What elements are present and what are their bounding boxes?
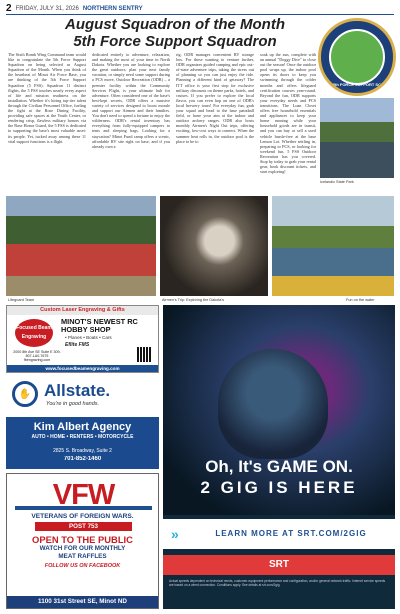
srt-fine-print: Actual speeds dependent on technical needs, customer-equipment performance and configuration, and/or general network traffic. Internet service speeds are based on a wired connection. Conditions apply. See details at srt.com/2gig. xyxy=(169,579,386,587)
allstate-phone[interactable]: 701-852-1460 xyxy=(63,456,102,462)
caption-water: Fun on the water xyxy=(346,298,375,302)
engraving-headline: MINOT'S NEWEST RC HOBBY SHOP xyxy=(61,317,138,334)
squadron-logo xyxy=(318,18,396,96)
vfw-logo: VFW xyxy=(15,480,152,510)
allstate-agent: Kim Albert Agency xyxy=(33,421,132,433)
ad-vfw[interactable] xyxy=(6,473,159,609)
vfw-open: OPEN TO THE PUBLIC xyxy=(32,534,133,545)
vfw-watch-1: WATCH FOR OUR MONTHLY xyxy=(39,545,126,552)
srt-headset-figure xyxy=(218,349,328,459)
allstate-brand: Allstate. xyxy=(44,381,111,400)
allstate-lines: AUTO • HOME • RENTERS • MOTORCYCLE xyxy=(31,434,134,440)
engraving-url[interactable]: www.focusedbeamengraving.com xyxy=(7,365,158,372)
caption-park: Icelandic State Park xyxy=(320,180,354,184)
srt-brand: SRT xyxy=(163,555,395,575)
photo-airmen-trip xyxy=(160,196,268,296)
logo-text: 5th FORCE SUPPORT SQ xyxy=(332,82,382,87)
page-date: FRIDAY, JULY 31, 2026 xyxy=(15,5,79,12)
ad-allstate[interactable] xyxy=(6,377,159,469)
srt-cta[interactable]: LEARN MORE AT SRT.COM/2GIG xyxy=(163,519,395,549)
caption-trip: Airmen's Trip: Exploring the Dakota's xyxy=(162,298,225,302)
vfw-watch-2: MEAT RAFFLES xyxy=(58,553,107,560)
ad-engraving[interactable] xyxy=(6,305,159,373)
page-number: 2 xyxy=(6,3,12,14)
chevron-right-icon: » xyxy=(171,526,179,542)
vfw-post: POST 753 xyxy=(35,522,132,531)
srt-line-2: 2 GIG IS HERE xyxy=(200,478,358,497)
article-column-4: soak up the sun, complete with an annual "Doggy Dive" to close out the season! Once the outdoor pool wraps up, the indoor pool opens its doors to keep you swimming through the colder months and offers lifeguard certification courses year-round. Beyond the fun, ODR supports your everyday needs and PCS transitions. The Loan Closet offers free household essentials and appliances to keep your home running while your household goods are in transit, and you can buy or sell a used vehicle hassle-free at the base Lemon Lot. Whether settling in, preparing to PCS, or looking for weekend fun, 5 FSS Outdoor Recreation has you covered. Stop by today to grab your rental gear, book discount tickets, and start exploring! xyxy=(260,52,316,175)
engraving-logo: Focused Beam Engraving xyxy=(15,319,53,347)
vfw-address: 1100 31st Street SE, Minot ND xyxy=(7,596,158,608)
article-column-3: rig, ODR manages convenient RV storage lots. For those wanting to venture further, ODR organizes guided camping and epic out-of-state adventure trips, taking the stress out of planning so you can just enjoy the ride. Planning a different kind of getaway? The ITT office is your first stop for exclusive military discounts on theme parks, hotels, and cruises. If you prefer to explore the local flavor, you can even hop on one of ODR's local brewery tours! For everyday fun, grab your squad and head to the base paintball field, or hone your aim at the indoor and outdoor archery ranges. ODR also hosts monthly Airmen's Night Out trips, offering exciting, low-cost ways to connect. When the summer heat rolls in, the outdoor pool is the place to be to xyxy=(176,52,254,144)
caption-lifeguard: Lifeguard Team xyxy=(8,298,35,302)
engraving-address: 2000 8th Ave SE Suite E 309-807-LA0-7675 fbengraving.com xyxy=(13,350,61,362)
ad-srt[interactable] xyxy=(163,305,395,609)
photo-water-fun xyxy=(272,196,394,296)
title-line-1: August Squadron of the Month xyxy=(65,16,285,33)
engraving-top-bar: Custom Laser Engraving & Gifts xyxy=(7,306,158,315)
article-column-2: dedicated entirely to adventure, relaxation, and making the most of your time in North Dakota. Whether you are looking to explore the great outdoors, plan your next family vacation, or simply need some support during a PCS move, Outdoor Recreation (ODR) – a premier facility within the Community Services Flight, is your ultimate hub for adventure. Often considered one of the base's best-kept secrets, ODR offers a massive variety of services designed to boost morale and support our Airmen and their families. You don't need to spend a fortune to enjoy the wilderness. ODR's rental inventory has everything from fully-equipped campers to tents and sleeping bags. Looking for a staycation? Minot Fund camp offers a scenic, affordable RV site right on base, and if you already own a xyxy=(92,52,170,149)
photo-icelandic-park xyxy=(320,98,394,178)
allstate-top xyxy=(6,377,159,417)
allstate-tagline: You're in good hands. xyxy=(46,401,100,407)
engraving-products: • Planes • Boats • Cars xyxy=(65,335,112,340)
srt-line-1: Oh, It's GAME ON. xyxy=(205,457,353,476)
qr-code-icon[interactable] xyxy=(137,347,152,362)
vfw-title: VETERANS OF FOREIGN WARS. xyxy=(31,513,134,520)
article-title xyxy=(40,17,310,50)
page-header xyxy=(6,3,394,15)
paper-name: NORTHERN SENTRY xyxy=(82,5,143,12)
allstate-address: 2825 S. Broadway, Suite 2 xyxy=(53,448,112,454)
article-column-1: The Sixth Bomb Wing Command team would like to congratulate the 5th Force Support Squadron on being selected as August Squadron of the Month. When you think of the heartbeat of Minot Air Force Base, you are thinking of the 5th Force Support Squadron (5 FSS). Squadron 11 distinct flights, the 5 FSS touches nearly every aspect of life and mission readiness on the installation. Whether it's hiring top-tier talent through the Civilian Personnel Office, fueling the fight at the Rose Dining Facility, providing safe spaces at the Youth Center, or rendering crisp, flawless military honors via the Base Honor Guard, the 5 FSS is dedicated to supporting the base's most valuable asset: its people. Yet, tucked away among these 11 vital support functions is a flight xyxy=(8,52,86,144)
title-line-2: 5th Force Support Squadron xyxy=(73,33,277,50)
photo-lifeguard-team xyxy=(6,196,156,296)
vfw-follow: FOLLOW US ON FACEBOOK xyxy=(44,563,121,569)
logo-emblem-icon xyxy=(329,29,385,85)
engraving-brands: Eflite FMS xyxy=(65,342,90,348)
allstate-hands-icon: ✋ xyxy=(12,381,38,407)
